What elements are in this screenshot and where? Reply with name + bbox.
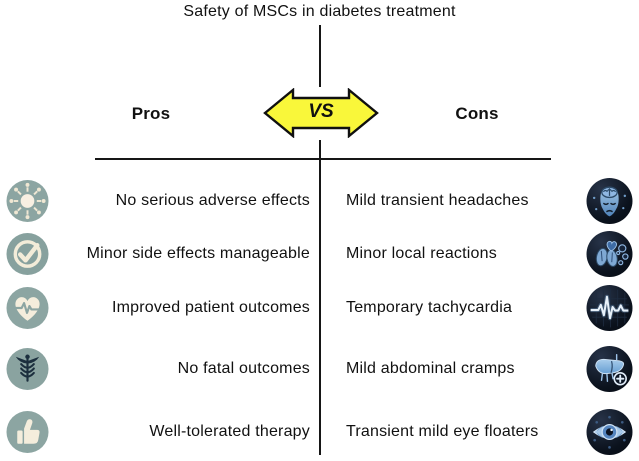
eye-icon [586,409,633,456]
pro-item-text: No serious adverse effects [115,192,310,209]
con-item-text: Minor local reactions [346,245,497,262]
lungs-heart-icon [586,231,633,278]
vs-label: VS [308,101,334,122]
ekg-pulse-icon [586,285,633,332]
check-circle-icon [6,233,49,276]
pro-item-text: Well-tolerated therapy [149,423,310,440]
cons-header: Cons [455,104,499,123]
cell-icon [6,180,49,223]
con-item-text: Mild transient headaches [346,192,529,209]
comparison-row [0,230,639,278]
center-divider-top [319,25,321,87]
pro-item-text: Improved patient outcomes [112,299,310,316]
liver-plus-icon [586,346,633,393]
heart-pulse-icon [6,287,49,330]
con-item-text: Mild abdominal cramps [346,360,515,377]
caduceus-icon [6,348,49,391]
pro-item-text: Minor side effects manageable [86,245,310,262]
thumbs-up-icon [6,411,49,454]
comparison-row [0,408,639,456]
con-item-text: Temporary tachycardia [346,299,513,316]
headache-head-icon [586,178,633,225]
header-underline [95,158,551,160]
pro-item-text: No fatal outcomes [177,360,310,377]
comparison-row [0,177,639,225]
con-item-text: Transient mild eye floaters [346,423,539,440]
comparison-row [0,345,639,393]
figure-title: Safety of MSCs in diabetes treatment [183,3,456,20]
pros-header: Pros [131,104,171,123]
comparison-row [0,284,639,332]
